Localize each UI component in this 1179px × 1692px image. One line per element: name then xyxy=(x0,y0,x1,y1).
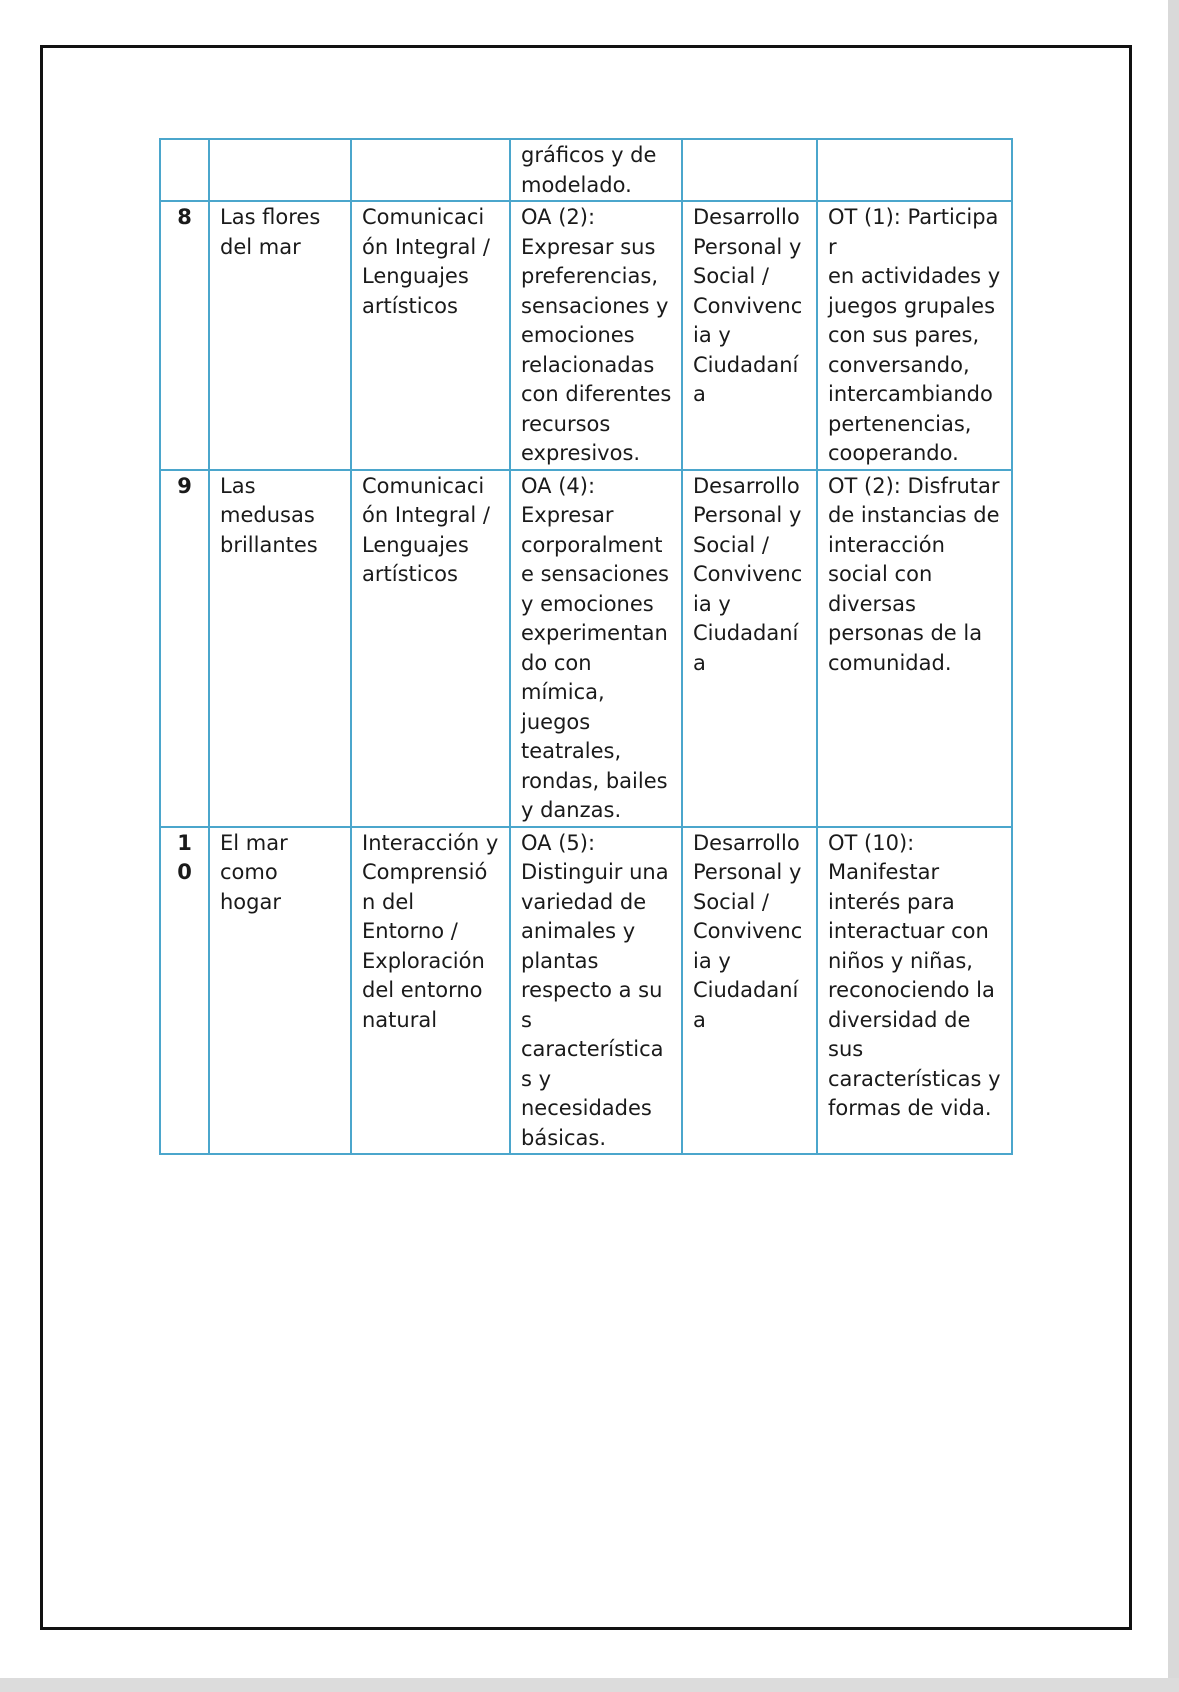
activity-cell: El mar como hogar xyxy=(209,827,351,1155)
table-row xyxy=(160,827,1012,1155)
core-cell: Desarrollo Personal y Social / Convivenc ia y Ciudadaní a xyxy=(682,470,817,827)
core-cell xyxy=(682,139,817,201)
table-row xyxy=(160,139,1012,201)
scope-cell xyxy=(351,139,510,201)
learning-objective-cell: OA (2): Expresar sus preferencias, sensaciones y emociones relacionadas con diferentes recursos expresivos. xyxy=(510,201,682,470)
table-row xyxy=(160,470,1012,827)
activity-cell: Las medusas brillantes xyxy=(209,470,351,827)
planning-table xyxy=(159,138,1013,1155)
transversal-objective-cell xyxy=(817,139,1012,201)
core-cell: Desarrollo Personal y Social / Convivenc ia y Ciudadaní a xyxy=(682,201,817,470)
core-cell: Desarrollo Personal y Social / Convivenc ia y Ciudadaní a xyxy=(682,827,817,1155)
learning-objective-cell: OA (4): Expresar corporalment e sensaciones y emociones experimentan do con mímica, juegos teatrales, rondas, bailes y danzas. xyxy=(510,470,682,827)
scope-cell: Interacción y Comprensió n del Entorno / Exploración del entorno natural xyxy=(351,827,510,1155)
transversal-objective-cell: OT (10): Manifestar interés para interactuar con niños y niñas, reconociendo la diversidad de sus características y formas de vida. xyxy=(817,827,1012,1155)
scope-cell: Comunicaci ón Integral / Lenguajes artísticos xyxy=(351,201,510,470)
learning-objective-cell: OA (5): Distinguir una variedad de animales y plantas respecto a sus característica s y necesidades básicas. xyxy=(510,827,682,1155)
transversal-objective-cell: OT (2): Disfrutar de instancias de interacción social con diversas personas de la comunidad. xyxy=(817,470,1012,827)
scope-cell: Comunicaci ón Integral / Lenguajes artísticos xyxy=(351,470,510,827)
row-number: 1 0 xyxy=(160,827,209,1155)
row-number: 9 xyxy=(160,470,209,827)
transversal-objective-cell: OT (1): Participar en actividades y juegos grupales con sus pares, conversando, intercambiando pertenencias, cooperando. xyxy=(817,201,1012,470)
page-edge-right xyxy=(1168,0,1179,1692)
activity-cell: Las flores del mar xyxy=(209,201,351,470)
row-number: 8 xyxy=(160,201,209,470)
learning-objective-cell: gráficos y de modelado. xyxy=(510,139,682,201)
page-edge-bottom xyxy=(0,1678,1179,1692)
table-row xyxy=(160,201,1012,470)
row-number xyxy=(160,139,209,201)
activity-cell xyxy=(209,139,351,201)
